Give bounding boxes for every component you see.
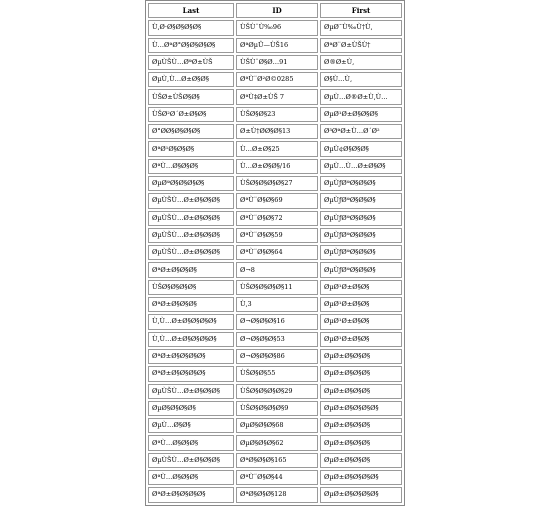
cell-last: ØµÙ‚Ù…Ø±Ø§Ø§ bbox=[148, 72, 234, 87]
table-row bbox=[148, 38, 402, 53]
cell-id: Ø¬Ø§Ø§Ø§53 bbox=[236, 332, 318, 347]
table-row bbox=[148, 159, 402, 174]
table-row bbox=[148, 72, 402, 87]
cell-first: ØµÙƒØªØ§Ø§Ø§ bbox=[320, 245, 402, 260]
cell-last: ÙŠØ±ÙŠØ§Ø§ bbox=[148, 89, 234, 104]
table-row bbox=[148, 262, 402, 277]
table-body bbox=[148, 20, 402, 502]
cell-first: ØµØ¹Ø±Ø§Ø§Ø§ bbox=[320, 107, 402, 122]
table-row bbox=[148, 435, 402, 450]
cell-first: ØµØ±Ø§Ø§Ø§ bbox=[320, 384, 402, 399]
table-row bbox=[148, 401, 402, 416]
cell-last: ØªØ±Ø§Ø§Ø§ bbox=[148, 297, 234, 312]
cell-id: ÙŠØ§Ø§Ø§Ø§9 bbox=[236, 401, 318, 416]
cell-last: ØµÙŠÙ…Ø±Ø§Ø§Ø§ bbox=[148, 211, 234, 226]
cell-first: ØµØ¹Ø±Ø§Ø§ bbox=[320, 280, 402, 295]
cell-id: ØªÙ¨Ø²Ø©0285 bbox=[236, 72, 318, 87]
cell-id: ÙŠØ§Ø§Ø§Ø§11 bbox=[236, 280, 318, 295]
cell-id: ÙŠÙ¨Ù‰96 bbox=[236, 20, 318, 35]
cell-last: ØªØ¹Ø§Ø§Ø§ bbox=[148, 141, 234, 156]
header-row bbox=[148, 3, 402, 18]
cell-last: ØµÙŠÙ…Ø±Ø§Ø§Ø§ bbox=[148, 193, 234, 208]
table-row bbox=[148, 245, 402, 260]
table-row bbox=[148, 384, 402, 399]
cell-last: ØµÙŠÙ…Ø±Ø§Ø§Ø§ bbox=[148, 453, 234, 468]
table-row bbox=[148, 453, 402, 468]
column-header-last: Last bbox=[148, 3, 234, 18]
cell-first: ØµØ±Ø§Ø§Ø§Ø§ bbox=[320, 487, 402, 502]
cell-last: ØªØ±Ø§Ø§Ø§Ø§ bbox=[148, 366, 234, 381]
table-row bbox=[148, 193, 402, 208]
cell-last: Ø°ØØ§Ø§Ø§Ø§ bbox=[148, 124, 234, 139]
cell-last: Ù‚Ø·Ø§Ø§Ø§Ø§ bbox=[148, 20, 234, 35]
cell-first: ØµØ¹Ø±Ø§Ø§ bbox=[320, 314, 402, 329]
cell-last: ØµÙŠÙ…Ø±Ø§Ø§Ø§ bbox=[148, 245, 234, 260]
cell-first: ØµØ±Ø§Ø§Ø§ bbox=[320, 366, 402, 381]
cell-first: ØµØ¹Ø±Ø§Ø§ bbox=[320, 332, 402, 347]
cell-first: ØµÙ…Ù…Ø±Ø§Ø§ bbox=[320, 159, 402, 174]
cell-id: ØªÙ¨Ø§Ø§64 bbox=[236, 245, 318, 260]
cell-first: ØµÙƒØªØ§Ø§Ø§ bbox=[320, 262, 402, 277]
cell-last: ØµÙŠÙ…ØªØ±ÙŠ bbox=[148, 55, 234, 70]
table-row bbox=[148, 176, 402, 191]
cell-last: ØµÙŠÙ…Ø±Ø§Ø§Ø§ bbox=[148, 228, 234, 243]
cell-last: ØµØ§Ø§Ø§Ø§ bbox=[148, 401, 234, 416]
cell-first: ØµÙ¢Ø§Ø§Ø§ bbox=[320, 141, 402, 156]
cell-id: ÙŠØ§Ø§55 bbox=[236, 366, 318, 381]
cell-last: ØªÙ…Ø§Ø§Ø§ bbox=[148, 435, 234, 450]
cell-id: ÙŠØ§Ø§Ø§Ø§27 bbox=[236, 176, 318, 191]
cell-last: ØªÙ…Ø§Ø§Ø§ bbox=[148, 159, 234, 174]
cell-last: Ù‚Ù…Ø±Ø§Ø§Ø§Ø§ bbox=[148, 332, 234, 347]
cell-first: ØµØ¯Ù‰Ù†Ù‚ bbox=[320, 20, 402, 35]
cell-first: ØµØ±Ø§Ø§Ø§ bbox=[320, 435, 402, 450]
cell-id: ØªÙ¨Ø§Ø§72 bbox=[236, 211, 318, 226]
cell-first: ØªØ¨Ø±ÙŠÙ† bbox=[320, 38, 402, 53]
table-row bbox=[148, 124, 402, 139]
table-row bbox=[148, 89, 402, 104]
cell-id: ØªÙ¨Ø§Ø§59 bbox=[236, 228, 318, 243]
column-header-id: ID bbox=[236, 3, 318, 18]
cell-last: ØµÙ…Ø§Ø§ bbox=[148, 418, 234, 433]
cell-id: Ø±Ù†ØØ§Ø§13 bbox=[236, 124, 318, 139]
table-row bbox=[148, 332, 402, 347]
table-row bbox=[148, 20, 402, 35]
cell-first: ØµØ¹Ø±Ø§Ø§ bbox=[320, 297, 402, 312]
cell-id: ØªØµÛ—ÙŠ16 bbox=[236, 38, 318, 53]
table-row bbox=[148, 487, 402, 502]
table-row bbox=[148, 297, 402, 312]
cell-last: ØªØ±Ø§Ø§Ø§ bbox=[148, 262, 234, 277]
cell-first: Ø§Ù…Ù‚ bbox=[320, 72, 402, 87]
cell-last: ØµÙŠÙ…Ø±Ø§Ø§Ø§ bbox=[148, 384, 234, 399]
cell-id: Ù‚3 bbox=[236, 297, 318, 312]
data-table bbox=[145, 0, 405, 506]
table-row bbox=[148, 141, 402, 156]
table-row bbox=[148, 211, 402, 226]
cell-id: Ø¬8 bbox=[236, 262, 318, 277]
cell-first: ØµÙƒØªØ§Ø§Ø§ bbox=[320, 211, 402, 226]
cell-last: ØªØ±Ø§Ø§Ø§Ø§ bbox=[148, 487, 234, 502]
cell-last: ØªÙ…Ø§Ø§Ø§ bbox=[148, 470, 234, 485]
cell-id: Ø¬Ø§Ø§Ø§86 bbox=[236, 349, 318, 364]
cell-first: ØµØ±Ø§Ø§Ø§ bbox=[320, 349, 402, 364]
table-row bbox=[148, 314, 402, 329]
cell-first: Ø³ØªØ±Ù…Ø´Ø² bbox=[320, 124, 402, 139]
cell-id: ÙŠÙ¨Ø§Ø…91 bbox=[236, 55, 318, 70]
table-row bbox=[148, 349, 402, 364]
table-container bbox=[145, 0, 395, 506]
cell-first: ØµØ±Ø§Ø§Ø§Ø§ bbox=[320, 470, 402, 485]
table-row bbox=[148, 366, 402, 381]
table-row bbox=[148, 107, 402, 122]
cell-first: ØµØ±Ø§Ø§Ø§ bbox=[320, 418, 402, 433]
cell-first: Ø®Ø±Ù‚ bbox=[320, 55, 402, 70]
cell-id: ØªÙ‡Ø±ÙŠ 7 bbox=[236, 89, 318, 104]
table-row bbox=[148, 470, 402, 485]
cell-first: ØµÙƒØªØ§Ø§Ø§ bbox=[320, 228, 402, 243]
column-header-first: First bbox=[320, 3, 402, 18]
cell-last: Ù…ØªØ°Ø§Ø§Ø§Ø§ bbox=[148, 38, 234, 53]
cell-last: ÙŠØ§Ø§Ø§Ø§ bbox=[148, 280, 234, 295]
table-row bbox=[148, 55, 402, 70]
cell-id: ØªÙ¨Ø§Ø§44 bbox=[236, 470, 318, 485]
table-row bbox=[148, 280, 402, 295]
cell-first: ØµÙƒØªØ§Ø§Ø§ bbox=[320, 193, 402, 208]
cell-id: ØµØ§Ø§Ø§62 bbox=[236, 435, 318, 450]
cell-id: ÙŠØ§Ø§23 bbox=[236, 107, 318, 122]
cell-id: ÙŠØ§Ø§Ø§Ø§29 bbox=[236, 384, 318, 399]
cell-last: ØµØªØ§Ø§Ø§Ø§ bbox=[148, 176, 234, 191]
cell-last: ÙŠØ²Ø´Ø±Ø§Ø§ bbox=[148, 107, 234, 122]
cell-id: ØµØ§Ø§Ø§68 bbox=[236, 418, 318, 433]
cell-last: ØªØ±Ø§Ø§Ø§Ø§ bbox=[148, 349, 234, 364]
cell-id: ØªØ§Ø§Ø§128 bbox=[236, 487, 318, 502]
cell-id: ØªÙ¨Ø§Ø§69 bbox=[236, 193, 318, 208]
cell-id: Ù…Ø±Ø§25 bbox=[236, 141, 318, 156]
cell-id: Ù…Ø±Ø§Ø§/16 bbox=[236, 159, 318, 174]
cell-first: ØµØ±Ø§Ø§Ø§Ø§ bbox=[320, 401, 402, 416]
cell-first: ØµÙƒØªØ§Ø§Ø§ bbox=[320, 176, 402, 191]
cell-last: Ù‚Ù…Ø±Ø§Ø§Ø§Ø§ bbox=[148, 314, 234, 329]
cell-first: ØµÙ…Ø®Ø±Ù‚Ù… bbox=[320, 89, 402, 104]
table-row bbox=[148, 228, 402, 243]
cell-id: ØªØ§Ø§Ø§165 bbox=[236, 453, 318, 468]
cell-id: Ø¬Ø§Ø§Ø§16 bbox=[236, 314, 318, 329]
table-row bbox=[148, 418, 402, 433]
cell-first: ØµØ±Ø§Ø§Ø§ bbox=[320, 453, 402, 468]
